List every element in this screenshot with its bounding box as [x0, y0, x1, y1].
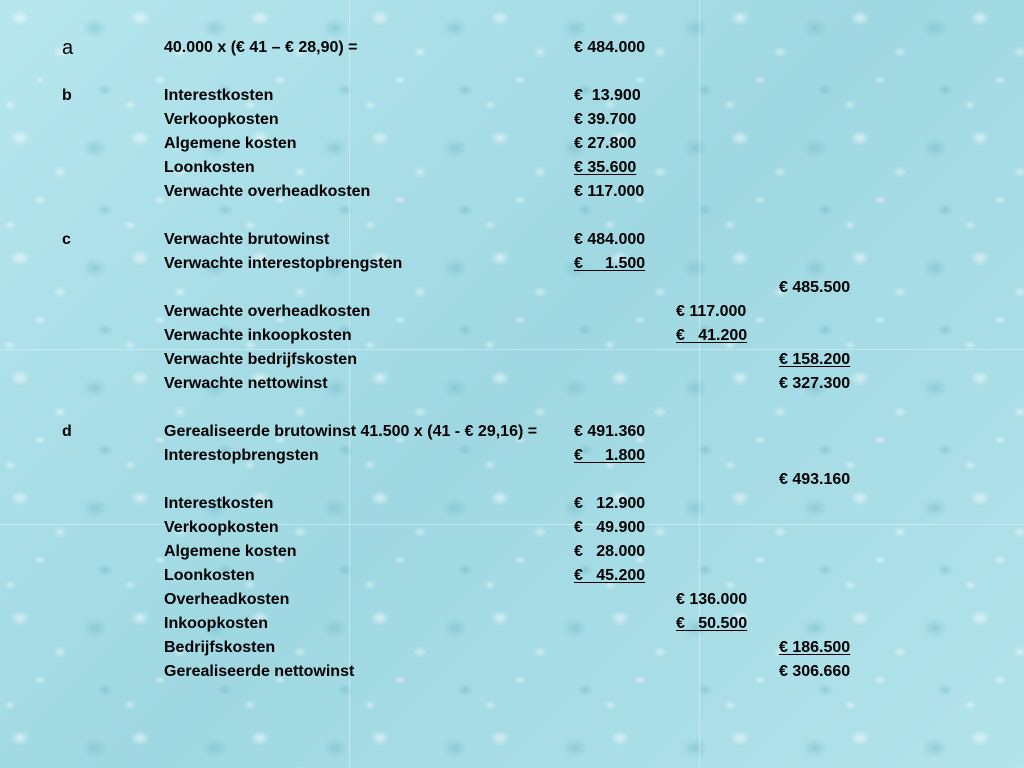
row-description: Verwachte brutowinst — [164, 231, 330, 248]
calc-row — [0, 420, 1024, 444]
row-description: Overheadkosten — [164, 591, 290, 608]
amount-column-2: € 41.200 — [676, 327, 748, 344]
row-description: Verwachte overheadkosten — [164, 303, 371, 320]
calc-row — [0, 156, 1024, 180]
amount-column-2: € 117.000 — [676, 303, 747, 320]
row-description: Interestkosten — [164, 495, 274, 512]
spacer-row — [0, 396, 1024, 420]
calc-row — [0, 636, 1024, 660]
row-description: Verwachte overheadkosten — [164, 183, 371, 200]
calc-row — [0, 324, 1024, 348]
row-description: Algemene kosten — [164, 543, 297, 560]
calc-row — [0, 660, 1024, 684]
calc-row — [0, 372, 1024, 396]
amount-column-1: € 13.900 — [574, 87, 641, 104]
calc-row — [0, 84, 1024, 108]
spacer-row — [0, 60, 1024, 84]
calc-row — [0, 540, 1024, 564]
row-description: Verkoopkosten — [164, 111, 279, 128]
row-description: Verwachte interestopbrengsten — [164, 255, 403, 272]
row-description: Loonkosten — [164, 567, 255, 584]
calc-row — [0, 516, 1024, 540]
row-description: Gerealiseerde brutowinst 41.500 x (41 - € 29,16) = — [164, 423, 538, 440]
spacer-row — [0, 204, 1024, 228]
row-description: Verwachte nettowinst — [164, 375, 328, 392]
amount-column-1: € 484.000 — [574, 39, 646, 56]
amount-column-1: € 45.200 — [574, 567, 646, 584]
calc-row — [0, 180, 1024, 204]
amount-column-3: € 493.160 — [779, 471, 851, 488]
calc-row — [0, 108, 1024, 132]
amount-column-3: € 485.500 — [779, 279, 851, 296]
calc-row — [0, 444, 1024, 468]
part-letter: d — [62, 423, 72, 440]
row-description: Interestopbrengsten — [164, 447, 319, 464]
row-description: Gerealiseerde nettowinst — [164, 663, 355, 680]
amount-column-3: € 158.200 — [779, 351, 851, 368]
part-letter: b — [62, 87, 72, 104]
calc-row — [0, 348, 1024, 372]
calc-row — [0, 612, 1024, 636]
amount-column-3: € 327.300 — [779, 375, 851, 392]
amount-column-1: € 491.360 — [574, 423, 646, 440]
amount-column-1: € 1.800 — [574, 447, 646, 464]
amount-column-1: € 35.600 — [574, 159, 637, 176]
calc-row — [0, 588, 1024, 612]
calc-row — [0, 492, 1024, 516]
row-description: Verwachte bedrijfskosten — [164, 351, 357, 368]
amount-column-1: € 49.900 — [574, 519, 646, 536]
part-letter: a — [62, 37, 74, 59]
calc-row — [0, 228, 1024, 252]
part-letter: c — [62, 231, 71, 248]
row-description: Verkoopkosten — [164, 519, 279, 536]
row-description: Bedrijfskosten — [164, 639, 276, 656]
amount-column-1: € 1.500 — [574, 255, 646, 272]
calc-row — [0, 36, 1024, 60]
amount-column-1: € 27.800 — [574, 135, 637, 152]
calc-row — [0, 300, 1024, 324]
calc-row — [0, 468, 1024, 492]
row-description: Inkoopkosten — [164, 615, 269, 632]
row-description: Loonkosten — [164, 159, 255, 176]
calc-row — [0, 276, 1024, 300]
amount-column-2: € 136.000 — [676, 591, 748, 608]
amount-column-1: € 39.700 — [574, 111, 637, 128]
calc-row — [0, 564, 1024, 588]
amount-column-1: € 117.000 — [574, 183, 645, 200]
calc-row — [0, 132, 1024, 156]
amount-column-1: € 484.000 — [574, 231, 646, 248]
amount-column-1: € 28.000 — [574, 543, 646, 560]
row-description: Verwachte inkoopkosten — [164, 327, 352, 344]
amount-column-3: € 186.500 — [779, 639, 851, 656]
calculation-sheet — [0, 36, 1024, 684]
row-description: 40.000 x (€ 41 – € 28,90) = — [164, 39, 358, 56]
row-description: Algemene kosten — [164, 135, 297, 152]
amount-column-1: € 12.900 — [574, 495, 646, 512]
row-description: Interestkosten — [164, 87, 274, 104]
amount-column-2: € 50.500 — [676, 615, 748, 632]
calc-row — [0, 252, 1024, 276]
amount-column-3: € 306.660 — [779, 663, 851, 680]
